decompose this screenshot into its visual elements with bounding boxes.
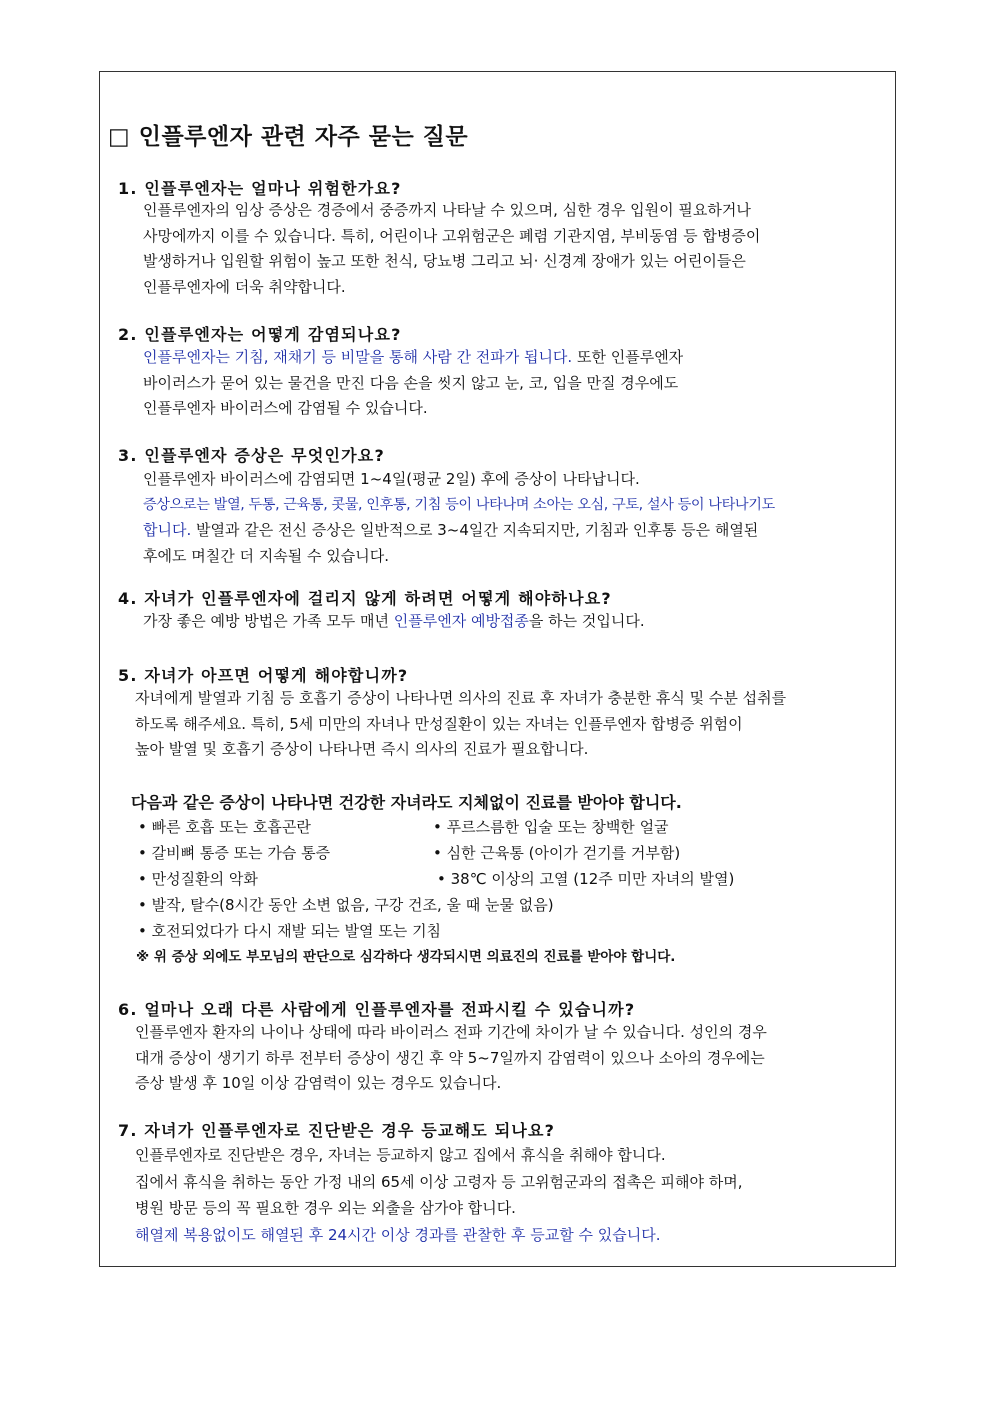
question-7: 7. 자녀가 인플루엔자로 진단받은 경우 등교해도 되나요?	[118, 1121, 556, 1140]
answer-7-line: 인플루엔자로 진단받은 경우, 자녀는 등교하지 않고 집에서 휴식을 취해야 합니다.	[135, 1146, 666, 1164]
answer-5-line: 하도록 해주세요. 특히, 5세 미만의 자녀나 만성질환이 있는 자녀는 인플루엔자 합병증 위험이	[135, 714, 743, 733]
symptom-bullet: • 빠른 호흡 또는 호흡곤란	[138, 818, 311, 836]
answer-3-line: 인플루엔자 바이러스에 감염되면 1~4일(평균 2일) 후에 증상이 나타납니다.	[143, 470, 640, 488]
page-title: □ 인플루엔자 관련 자주 묻는 질문	[108, 124, 469, 150]
question-2: 2. 인플루엔자는 어떻게 감염되나요?	[118, 325, 402, 344]
question-1: 1. 인플루엔자는 얼마나 위험한가요?	[118, 179, 402, 198]
answer-2-line: 바이러스가 묻어 있는 물건을 만진 다음 손을 씻지 않고 눈, 코, 입을 만질 경우에도	[143, 373, 679, 392]
symptom-bullet: • 갈비뼈 통증 또는 가슴 통증	[138, 844, 331, 862]
answer-2-line: 인플루엔자 바이러스에 감염될 수 있습니다.	[143, 399, 428, 417]
symptom-bullet: • 푸르스름한 입술 또는 창백한 얼굴	[433, 818, 669, 836]
question-3: 3. 인플루엔자 증상은 무엇인가요?	[118, 446, 385, 465]
answer-6-line: 증상 발생 후 10일 이상 감염력이 있는 경우도 있습니다.	[135, 1074, 502, 1092]
answer-4-line	[143, 609, 645, 635]
answer-2-text: 또한 인플루엔자	[572, 348, 684, 366]
symptom-bullet: • 38℃ 이상의 고열 (12주 미만 자녀의 발열)	[437, 870, 735, 888]
answer-7-line: 해열제 복용없이도 해열된 후 24시간 이상 경과를 관찰한 후 등교할 수 있습니다.	[135, 1225, 661, 1244]
answer-6	[135, 1020, 767, 1097]
note: ※ 위 증상 외에도 부모님의 판단으로 심각하다 생각되시면 의료진의 진료를 받아야 합니다.	[136, 949, 676, 965]
answer-3-line: 증상으로는 발열, 두통, 근육통, 콧물, 인후통, 기침 등이 나타나며 소아는 오심, 구토, 설사 등이 나타나기도	[143, 496, 775, 513]
answer-1-line: 인플루엔자의 임상 증상은 경증에서 중증까지 나타날 수 있으며, 심한 경우 입원이 필요하거나	[143, 201, 751, 219]
answer-6-line: 인플루엔자 환자의 나이나 상태에 따라 바이러스 전파 기간에 차이가 날 수 있습니다. 성인의 경우	[135, 1023, 767, 1041]
answer-1-line: 인플루엔자에 더욱 취약합니다.	[143, 277, 346, 296]
answer-7-line: 병원 방문 등의 꼭 필요한 경우 외는 외출을 삼가야 합니다.	[135, 1199, 516, 1217]
answer-4-text: 가장 좋은 예방 방법은 가족 모두 매년	[143, 612, 394, 630]
answer-1	[143, 198, 760, 300]
answer-3-highlight: 합니다.	[143, 521, 192, 539]
symptom-bullet: • 심한 근육통 (아이가 걷기를 거부함)	[433, 844, 681, 862]
question-4: 4. 자녀가 인플루엔자에 걸리지 않게 하려면 어떻게 해야하나요?	[118, 589, 612, 608]
answer-2-highlight: 인플루엔자는 기침, 재채기 등 비말을 통해 사람 간 전파가 됩니다.	[143, 348, 573, 366]
answer-4-text: 을 하는 것입니다.	[528, 612, 645, 630]
symptom-bullet: • 호전되었다가 다시 재발 되는 발열 또는 기침	[138, 922, 442, 940]
answer-4-highlight: 인플루엔자 예방접종	[393, 612, 529, 630]
answer-6-line: 대개 증상이 생기기 하루 전부터 증상이 생긴 후 약 5~7일까지 감염력이 있으나 소아의 경우에는	[135, 1048, 765, 1067]
answer-5-line: 자녀에게 발열과 기침 등 호흡기 증상이 나타나면 의사의 진료 후 자녀가 충분한 휴식 및 수분 섭취를	[135, 689, 787, 707]
answer-3-line	[143, 518, 775, 544]
answer-4	[143, 609, 645, 635]
answer-3-text: 발열과 같은 전신 증상은 일반적으로 3~4일간 지속되지만, 기침과 인후통 등은 해열된	[191, 521, 759, 539]
answer-3	[143, 467, 775, 569]
symptom-bullet: • 발작, 탈수(8시간 동안 소변 없음, 구강 건조, 울 때 눈물 없음)	[138, 896, 554, 914]
question-6: 6. 얼마나 오래 다른 사람에게 인플루엔자를 전파시킬 수 있습니까?	[118, 1000, 636, 1019]
answer-7	[135, 1142, 742, 1248]
question-5: 5. 자녀가 아프면 어떻게 해야합니까?	[118, 666, 409, 685]
answer-1-line: 사망에까지 이를 수 있습니다. 특히, 어린이나 고위험군은 폐렴 기관지염, 부비동염 등 합병증이	[143, 226, 761, 245]
answer-2	[143, 345, 683, 422]
answer-3-line: 후에도 며칠간 더 지속될 수 있습니다.	[143, 546, 389, 565]
answer-7-line: 집에서 휴식을 취하는 동안 가정 내의 65세 이상 고령자 등 고위험군과의 접촉은 피해야 하며,	[135, 1172, 743, 1191]
answer-5	[135, 686, 786, 763]
answer-1-line: 발생하거나 입원할 위험이 높고 또한 천식, 당뇨병 그리고 뇌· 신경계 장애가 있는 어린이들은	[143, 252, 746, 270]
symptom-bullet: • 만성질환의 악화	[138, 870, 258, 888]
answer-5-line: 높아 발열 및 호흡기 증상이 나타나면 즉시 의사의 진료가 필요합니다.	[135, 740, 589, 758]
answer-2-line	[143, 345, 683, 371]
symptoms-heading: 다음과 같은 증상이 나타나면 건강한 자녀라도 지체없이 진료를 받아야 합니다.	[131, 793, 682, 812]
